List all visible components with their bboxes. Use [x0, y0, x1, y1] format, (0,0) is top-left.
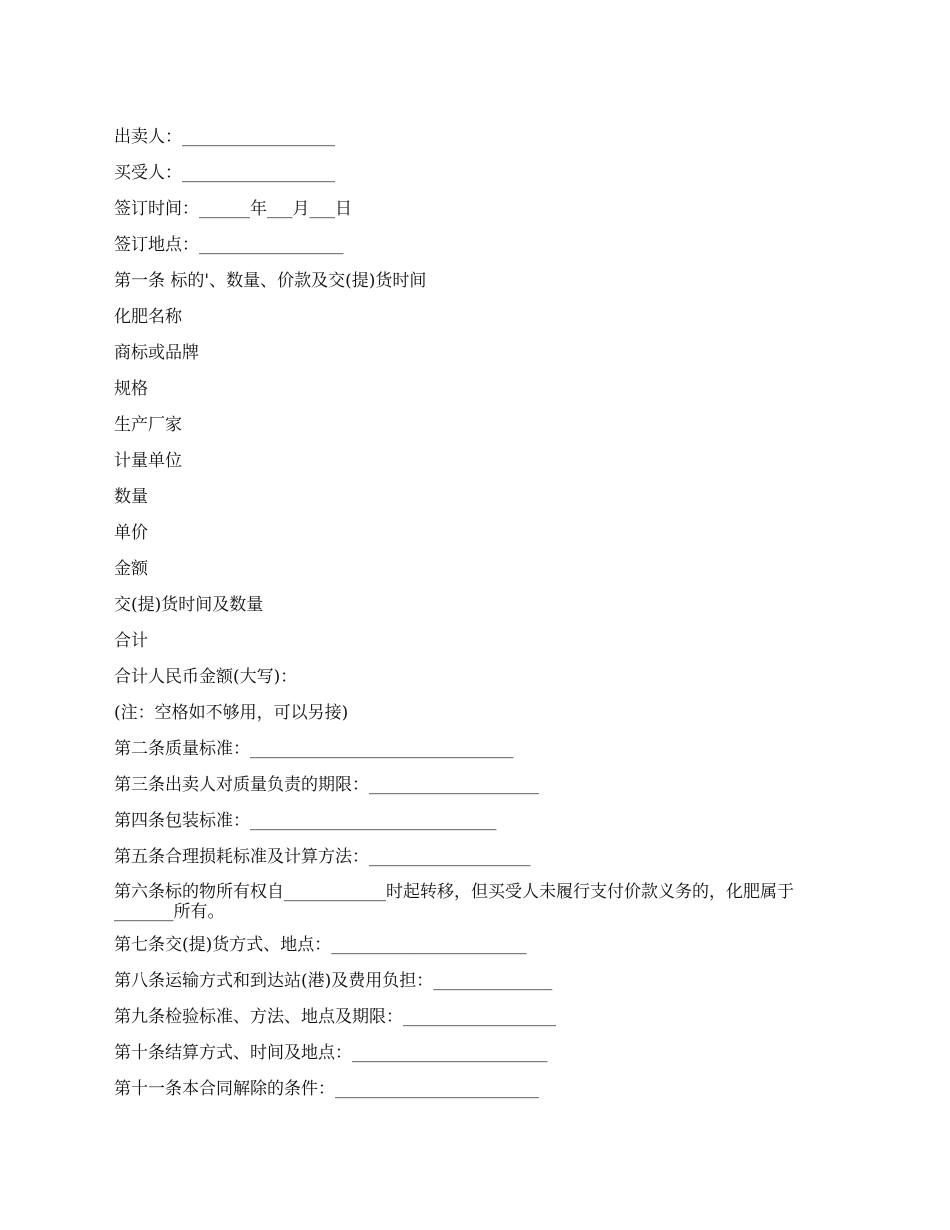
article-7-label: 第七条交(提)货方式、地点：: [114, 935, 332, 955]
buyer-line: [114, 162, 844, 184]
note-line: (注：空格如不够用，可以另接): [114, 703, 349, 723]
article-2-blank: _______________________________: [250, 739, 514, 759]
contract-page: [114, 126, 844, 1114]
article-5-line: [114, 846, 844, 868]
article-2-label: 第二条质量标准：: [114, 739, 250, 759]
article-4-label: 第四条包装标准：: [114, 811, 250, 831]
seller-blank: __________________: [182, 127, 335, 147]
article-10-label: 第十条结算方式、时间及地点：: [114, 1043, 352, 1063]
article-6-paragraph: 第六条标的物所有权自____________时起转移，但买受人未履行支付价款义务的，化肥属于_______所有。: [114, 882, 794, 922]
field-manufacturer: 生产厂家: [114, 415, 182, 435]
article-9-blank: __________________: [403, 1007, 556, 1027]
sign-place-blank: _________________: [199, 235, 344, 255]
field-fertilizer-name: 化肥名称: [114, 307, 182, 327]
article-2-line: [114, 738, 844, 760]
article-9-label: 第九条检验标准、方法、地点及期限：: [114, 1007, 403, 1027]
article-3-label: 第三条出卖人对质量负责的期限：: [114, 775, 369, 795]
article-4-line: [114, 810, 844, 832]
article-5-label: 第五条合理损耗标准及计算方法：: [114, 847, 369, 867]
field-spec: 规格: [114, 379, 148, 399]
buyer-label: 买受人：: [114, 163, 182, 183]
sign-date-blank: ______年___月___日: [199, 199, 352, 219]
article-9-line: [114, 1006, 844, 1028]
article-3-line: [114, 774, 844, 796]
field-unit: 计量单位: [114, 451, 182, 471]
seller-line: [114, 126, 844, 148]
article-3-blank: ____________________: [369, 775, 539, 795]
article-8-label: 第八条运输方式和到达站(港)及费用负担：: [114, 971, 434, 991]
field-amount: 金额: [114, 559, 148, 579]
article-11-line: [114, 1078, 844, 1100]
field-quantity: 数量: [114, 487, 148, 507]
article-7-line: [114, 934, 844, 956]
article-1-heading: 第一条 标的'、数量、价款及交(提)货时间: [114, 271, 427, 291]
article-8-blank: ______________: [433, 971, 553, 991]
field-delivery-time: 交(提)货时间及数量: [114, 595, 264, 615]
article-10-blank: _______________________: [352, 1043, 548, 1063]
field-brand: 商标或品牌: [114, 343, 199, 363]
seller-label: 出卖人：: [114, 127, 182, 147]
field-total-rmb: 合计人民币金额(大写)：: [114, 667, 298, 687]
article-11-blank: ________________________: [335, 1079, 539, 1099]
field-total: 合计: [114, 631, 148, 651]
article-4-blank: _____________________________: [250, 811, 497, 831]
sign-date-label: 签订时间：: [114, 199, 199, 219]
buyer-blank: __________________: [182, 163, 335, 183]
field-unit-price: 单价: [114, 523, 148, 543]
sign-place-line: [114, 234, 844, 256]
sign-date-line: [114, 198, 844, 220]
article-5-blank: ___________________: [369, 847, 531, 867]
article-7-blank: _______________________: [331, 935, 527, 955]
article-8-line: [114, 970, 844, 992]
article-11-label: 第十一条本合同解除的条件：: [114, 1079, 335, 1099]
sign-place-label: 签订地点：: [114, 235, 199, 255]
article-10-line: [114, 1042, 844, 1064]
